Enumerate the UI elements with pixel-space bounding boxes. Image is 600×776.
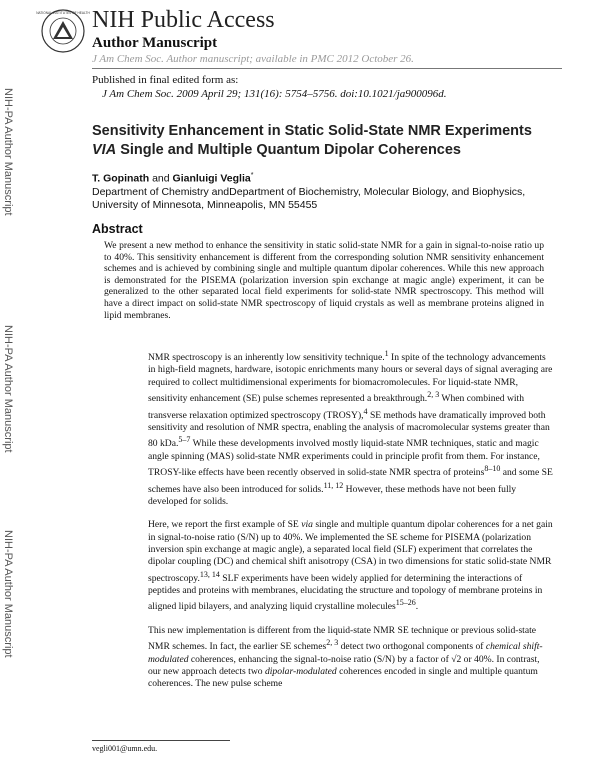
footnote-divider xyxy=(92,740,230,741)
paragraph-2: Here, we report the first example of SE via single and multiple quantum dipolar coherences for a net gain in signal-to-noise ratio (S/N) up to 40%. We implemented the SE scheme for PISEMA (polarization inversion spin exchange at magic angle), a separated local field (SLF) experiment that correlates the dipolar coupling (DC) and chemical shift anisotropy (CSA) in two dimensions for static solid-state NMR spectroscopy.$^{13, 14}$ SLF experiments have been widely applied for determining the interactions of peptides and proteins with membranes, elucidating the structure and topology of membrane proteins in aligned lipid bilayers, and analyzing liquid crystalline molecules$^{15-26}$. xyxy=(148,519,553,613)
publication-citation: J Am Chem Soc. 2009 April 29; 131(16): 5754–5756. doi:10.1021/ja900096d. xyxy=(102,88,447,100)
header-availability: J Am Chem Soc. Author manuscript; available in PMC 2012 October 26. xyxy=(92,53,414,65)
footnote-email: vegli001@umn.edu. xyxy=(92,744,158,753)
paragraph-3: This new implementation is different from the liquid-state NMR SE technique or previous solid-state NMR schemes. In fact, the earlier SE schemes$^{2, 3}$ detect two orthogonal components of chemical shift-modulated coherences, enhancing the signal-to-noise ratio (S/N) by a factor of √2 or 40%. In contrast, our new approach detects two dipolar-modulated coherences encoded in single and multiple quantum coherences. The new pulse scheme xyxy=(148,624,543,690)
author-1: T. Gopinath xyxy=(92,172,150,185)
publication-label: Published in final edited form as: xyxy=(92,74,239,86)
abstract-text: We present a new method to enhance the sensitivity in static solid-state NMR for a gain in signal-to-noise ratio up to 40%. This sensitivity enhancement is different from the corresponding solution NMR sensitivity enhancement schemes and is achieved by combining single and multiple quantum dipolar coherences. While this new approach is demonstrated for the PISEMA (polarization inversion spin exchange at magic angle) experiment, it can be generalized to the other separated local field experiments for solid-state NMR spectroscopy. This method will have a direct impact on solid-state NMR spectroscopy of liquid crystals as well as membrane proteins aligned in lipid membranes. xyxy=(104,240,544,321)
side-label-1: NIH-PA Author Manuscript xyxy=(2,88,14,216)
abstract-heading: Abstract xyxy=(92,222,143,236)
affiliation: Department of Chemistry andDepartment of Biochemistry, Molecular Biology, and Biophysics, University of Minnesota, Minneapolis, MN 55455 xyxy=(92,186,526,211)
header-subtitle: Author Manuscript xyxy=(92,35,218,51)
article-title: Sensitivity Enhancement in Static Solid-State NMR Experiments VIA Single and Multiple Quantum Dipolar Coherences xyxy=(92,123,532,158)
logo-text: NATIONAL INSTITUTES OF HEALTH xyxy=(36,11,90,15)
side-label-3: NIH-PA Author Manuscript xyxy=(2,530,14,658)
nih-logo xyxy=(36,8,90,54)
header-title: NIH Public Access xyxy=(92,7,275,33)
publication-info xyxy=(92,73,447,101)
side-label-2: NIH-PA Author Manuscript xyxy=(2,325,14,453)
article-body xyxy=(148,348,553,702)
author-list: T. Gopinath and Gianluigi Veglia* xyxy=(92,172,254,185)
header-divider xyxy=(92,68,562,69)
author-2: Gianluigi Veglia xyxy=(172,172,251,185)
paragraph-1: NMR spectroscopy is an inherently low sensitivity technique.$^1$ In spite of the technology advancements in high-field magnets, hardware, isotopic enrichments many hours or several days of signal averaging are required to collect multidimensional experiments for biomacromolecules. For liquid-state NMR, sensitivity enhancement (SE) pulse schemes represented a breakthrough.$^{2, 3}$ When combined with transverse relaxation optimized spectroscopy (TROSY),$^4$ SE methods have dramatically improved both sensitivity and resolution of NMR spectra, enabling the analysis of macromolecular systems greater than 80 kDa.$^{5-7}$ While these developments involved mostly liquid-state NMR techniques, static and magic angle spinning (MAS) solid-state NMR experiments could in principle profit from them. For instance, TROSY-like effects have been recently observed in solid-state NMR spectra of proteins$^{8-10}$ and some SE schemes have also been introduced for solids.$^{11, 12}$ However, these methods have not been fully developed for solids. xyxy=(148,349,553,508)
